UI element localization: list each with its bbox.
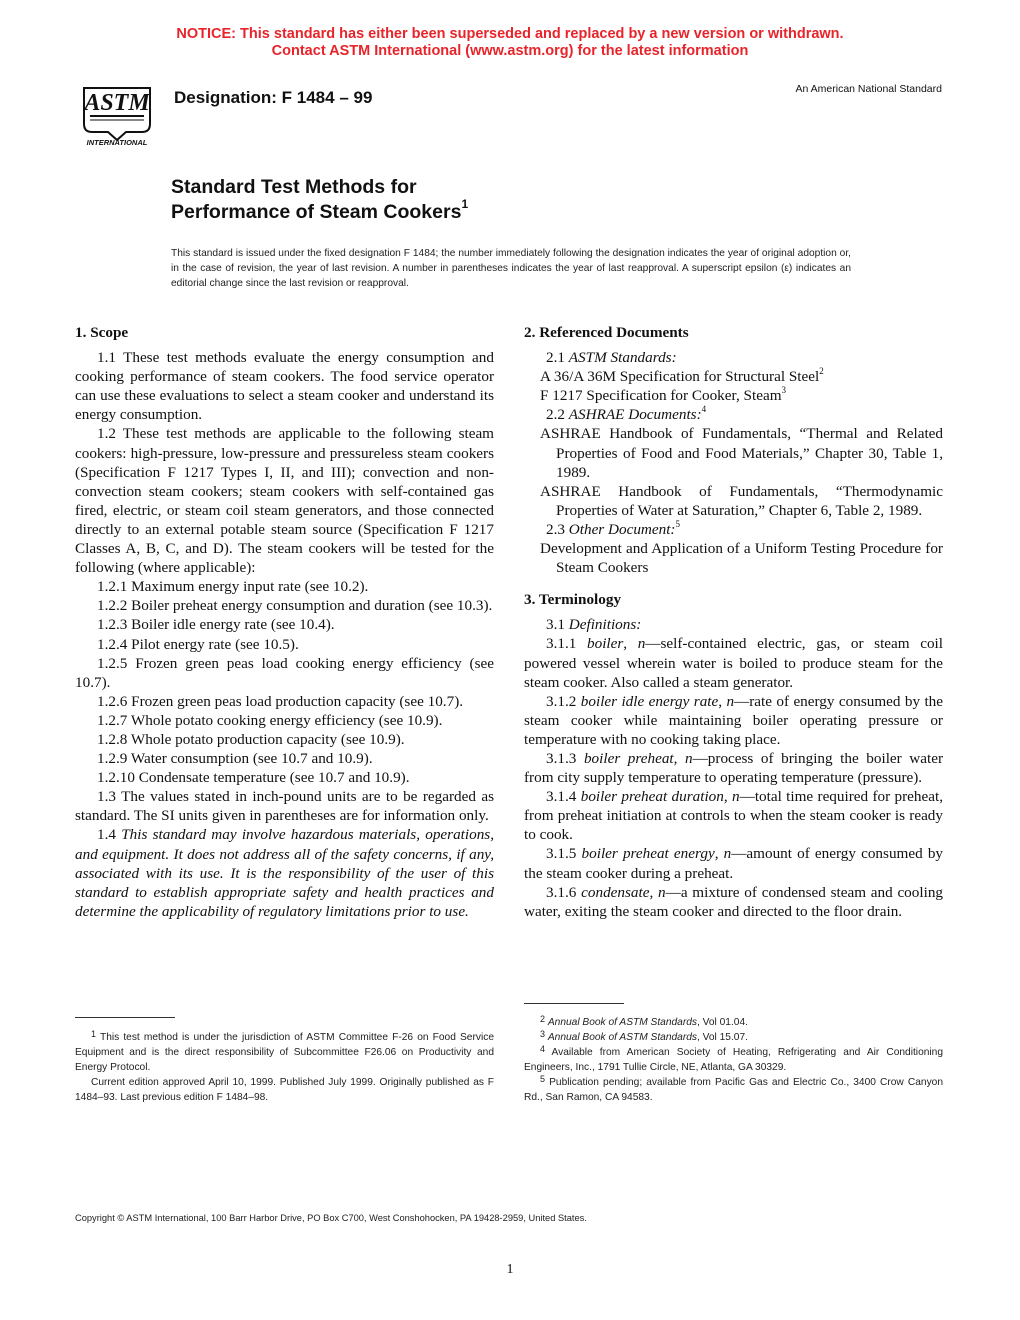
ref-f1217: F 1217 Specification for Cooker, Steam$^3$ xyxy=(540,385,787,405)
title-line-1: Standard Test Methods for xyxy=(171,176,417,198)
list-item: 1.2.4 Pilot energy rate (see 10.5). xyxy=(97,635,299,653)
section-heading-scope: 1. Scope xyxy=(75,324,129,341)
title-line-2: Performance of Steam Cookers$^1$ xyxy=(171,197,469,223)
list-item: 1.2.9 Water consumption (see 10.7 and 10.9). xyxy=(97,750,373,768)
definition-item: 3.1.1 boiler, n—self-contained electric, gas, or steam coil powered vessel wherein water is boiled to produce steam for the steam cooker. Also called a steam generator. xyxy=(524,635,943,691)
ref-ashrae-1: ASHRAE Handbook of Fundamentals, “Thermal and Related Properties of Food and Food Materials,” Chapter 30, Table 1, 1989. xyxy=(540,425,943,481)
list-item: 1.2.2 Boiler preheat energy consumption and duration (see 10.3). xyxy=(97,597,493,615)
notice-banner xyxy=(0,26,1020,60)
footnote-4: $^4$ Available from American Society of Heating, Refrigerating and Air Conditioning Engineers, Inc., 1791 Tullie Circle, NE, Atlanta, GA 30329. xyxy=(524,1044,943,1073)
footnote-divider-left xyxy=(75,1017,175,1018)
footnote-5: $^5$ Publication pending; available from Pacific Gas and Electric Co., 3400 Crow Canyon Rd., San Ramon, CA 94583. xyxy=(524,1074,943,1103)
definition-item: 3.1.5 boiler preheat energy, n—amount of energy consumed by the steam cooker during a preheat. xyxy=(524,845,944,882)
section-heading-references: 2. Referenced Documents xyxy=(524,324,689,341)
notice-line-2: Contact ASTM International (www.astm.org) for the latest information xyxy=(271,43,749,59)
footnotes-right xyxy=(524,1015,943,1105)
national-standard-label: An American National Standard xyxy=(795,83,942,95)
copyright: Copyright © ASTM International, 100 Barr Harbor Drive, PO Box C700, West Conshohocken, PA 19428-2959, United States. xyxy=(75,1213,587,1223)
footnote-1-edition: Current edition approved April 10, 1999. Published July 1999. Originally published as F 1484–93. Last previous edition F 1484–98. xyxy=(75,1077,494,1103)
paragraph-1-1: 1.1 These test methods evaluate the energy consumption and cooking performance of steam cookers. The food service operator can use these evaluations to select a steam cooker and understand its energy consumption. xyxy=(75,349,494,424)
subsection-3-1: 3.1 Definitions: xyxy=(546,616,642,634)
list-item: 1.2.7 Whole potato cooking energy efficiency (see 10.9). xyxy=(97,711,443,729)
designation: Designation: F 1484 – 99 xyxy=(174,88,373,107)
paragraph-1-3: 1.3 The values stated in inch-pound units are to be regarded as standard. The SI units given in parentheses are for information only. xyxy=(75,788,494,825)
definition-item: 3.1.4 boiler preheat duration, n—total time required for preheat, from preheat initiation at controls to when the steam cooker is ready to cook. xyxy=(524,788,944,844)
logo-text: INTERNATIONAL xyxy=(86,138,148,146)
list-item: 1.2.1 Maximum energy input rate (see 10.2). xyxy=(97,578,369,596)
list-item: 1.2.5 Frozen green peas load cooking energy efficiency (see 10.7). xyxy=(75,654,494,691)
paragraph-1-4: 1.4 This standard may involve hazardous materials, operations, and equipment. It does not address all of the safety concerns, if any, associated with its use. It is the responsibility of the user of this standard to establish appropriate safety and health practices and determine the applicability of regulatory limitations prior to use. xyxy=(75,826,495,920)
footnote-2: $^2$ Annual Book of ASTM Standards, Vol 01.04. xyxy=(540,1014,748,1028)
right-column xyxy=(524,323,943,921)
footnote-3: $^3$ Annual Book of ASTM Standards, Vol 15.07. xyxy=(540,1029,748,1043)
list-item: 1.2.8 Whole potato production capacity (see 10.9). xyxy=(97,730,405,748)
page-title xyxy=(171,175,468,225)
page-number: 1 xyxy=(506,1262,514,1277)
list-item: 1.2.3 Boiler idle energy rate (see 10.4). xyxy=(97,616,335,634)
definition-item: 3.1.6 condensate, n—a mixture of condensed steam and cooling water, exiting the steam cooker and directed to the floor drain. xyxy=(524,883,944,920)
svg-text:ASTM: ASTM xyxy=(84,90,150,116)
list-item: 1.2.6 Frozen green peas load production capacity (see 10.7). xyxy=(97,692,464,710)
ref-a36: A 36/A 36M Specification for Structural Steel$^2$ xyxy=(540,366,824,386)
subsection-2-3: 2.3 Other Document:$^5$ xyxy=(546,518,680,538)
footnote-divider-right xyxy=(524,1003,624,1004)
notice-line-1: NOTICE: This standard has either been superseded and replaced by a new version or withdrawn. xyxy=(176,26,844,42)
title-footnote-ref[interactable]: 1 xyxy=(461,197,469,211)
subsection-2-1: 2.1 ASTM Standards: xyxy=(546,349,677,367)
ref-ashrae-2: ASHRAE Handbook of Fundamentals, “Thermodynamic Properties of Water at Saturation,” Chapter 6, Table 2, 1989. xyxy=(540,482,943,519)
paragraph-1-2: 1.2 These test methods are applicable to the following steam cookers: high-pressure, low-pressure and pressureless steam cookers (Specification F 1217 Types I, II, and III); convection and non-convection steam cookers; steam cookers with self-contained gas fired, electric, or steam coil steam generators, and those connected directly to an external potable steam source (Specification F 1217 Classes A, B, C, and D). The steam cookers will be tested for the following (where applicable): xyxy=(75,425,494,577)
subsection-2-2: 2.2 ASHRAE Documents:$^4$ xyxy=(546,404,707,424)
definition-item: 3.1.3 boiler preheat, n—process of bringing the boiler water from city supply temperature to operating temperature (pressure). xyxy=(524,749,944,787)
list-item: 1.2.10 Condensate temperature (see 10.7 and 10.9). xyxy=(97,769,410,787)
issued-note: This standard is issued under the fixed designation F 1484; the number immediately following the designation indicates the year of original adoption or, in the case of revision, the year of last revision. A number in parentheses indicates the year of last reapproval. A superscript epsilon (ε) indicates an editorial change since the last revision or reapproval. xyxy=(171,248,851,289)
ref-development: Development and Application of a Uniform Testing Procedure for Steam Cookers xyxy=(540,540,943,577)
footnotes-left xyxy=(75,1030,494,1105)
left-column xyxy=(75,323,494,921)
astm-logo xyxy=(74,80,160,146)
footnote-1: $^1$ This test method is under the jurisdiction of ASTM Committee F-26 on Food Service Equipment and is the direct responsibility of Subcommittee F26.06 on Productivity and Energy Protocol. xyxy=(75,1029,494,1073)
section-heading-terminology: 3. Terminology xyxy=(524,591,622,609)
definition-item: 3.1.2 boiler idle energy rate, n—rate of energy consumed by the steam cooker while maintaining boiler operating pressure or temperature with no cooking taking place. xyxy=(524,692,944,748)
